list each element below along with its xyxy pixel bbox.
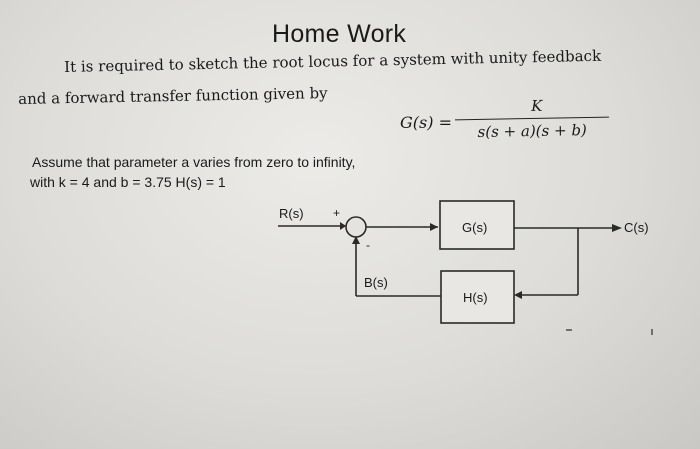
problem-line-2: and a forward transfer function given by	[18, 84, 328, 108]
page-title: Home Work	[272, 20, 407, 48]
transfer-function-numerator: K	[531, 96, 543, 116]
transfer-function-lhs: G(s) =	[400, 113, 452, 132]
input-arrow-icon	[340, 222, 346, 230]
transfer-function-denominator: s(s + a)(s + b)	[477, 121, 587, 141]
forward-arrow-icon	[430, 223, 438, 231]
problem-line-1: It is required to sketch the root locus for a system with unity feedback	[64, 46, 602, 76]
summing-junction	[346, 217, 366, 237]
forward-block-label: G(s)	[462, 220, 488, 235]
assumption-line-2: with k = 4 and b = 3.75 H(s) = 1	[30, 174, 226, 190]
assumption-line-1: Assume that parameter a varies from zero to infinity,	[32, 154, 356, 170]
output-arrow-icon	[612, 224, 622, 232]
feedback-signal-label: B(s)	[364, 275, 388, 290]
feedback-arrow-icon	[514, 291, 522, 299]
input-label: R(s)	[279, 206, 304, 221]
feedback-block-label: H(s)	[463, 290, 488, 305]
minus-sign: -	[366, 238, 370, 252]
plus-sign: +	[333, 206, 341, 220]
output-label: C(s)	[624, 220, 649, 235]
